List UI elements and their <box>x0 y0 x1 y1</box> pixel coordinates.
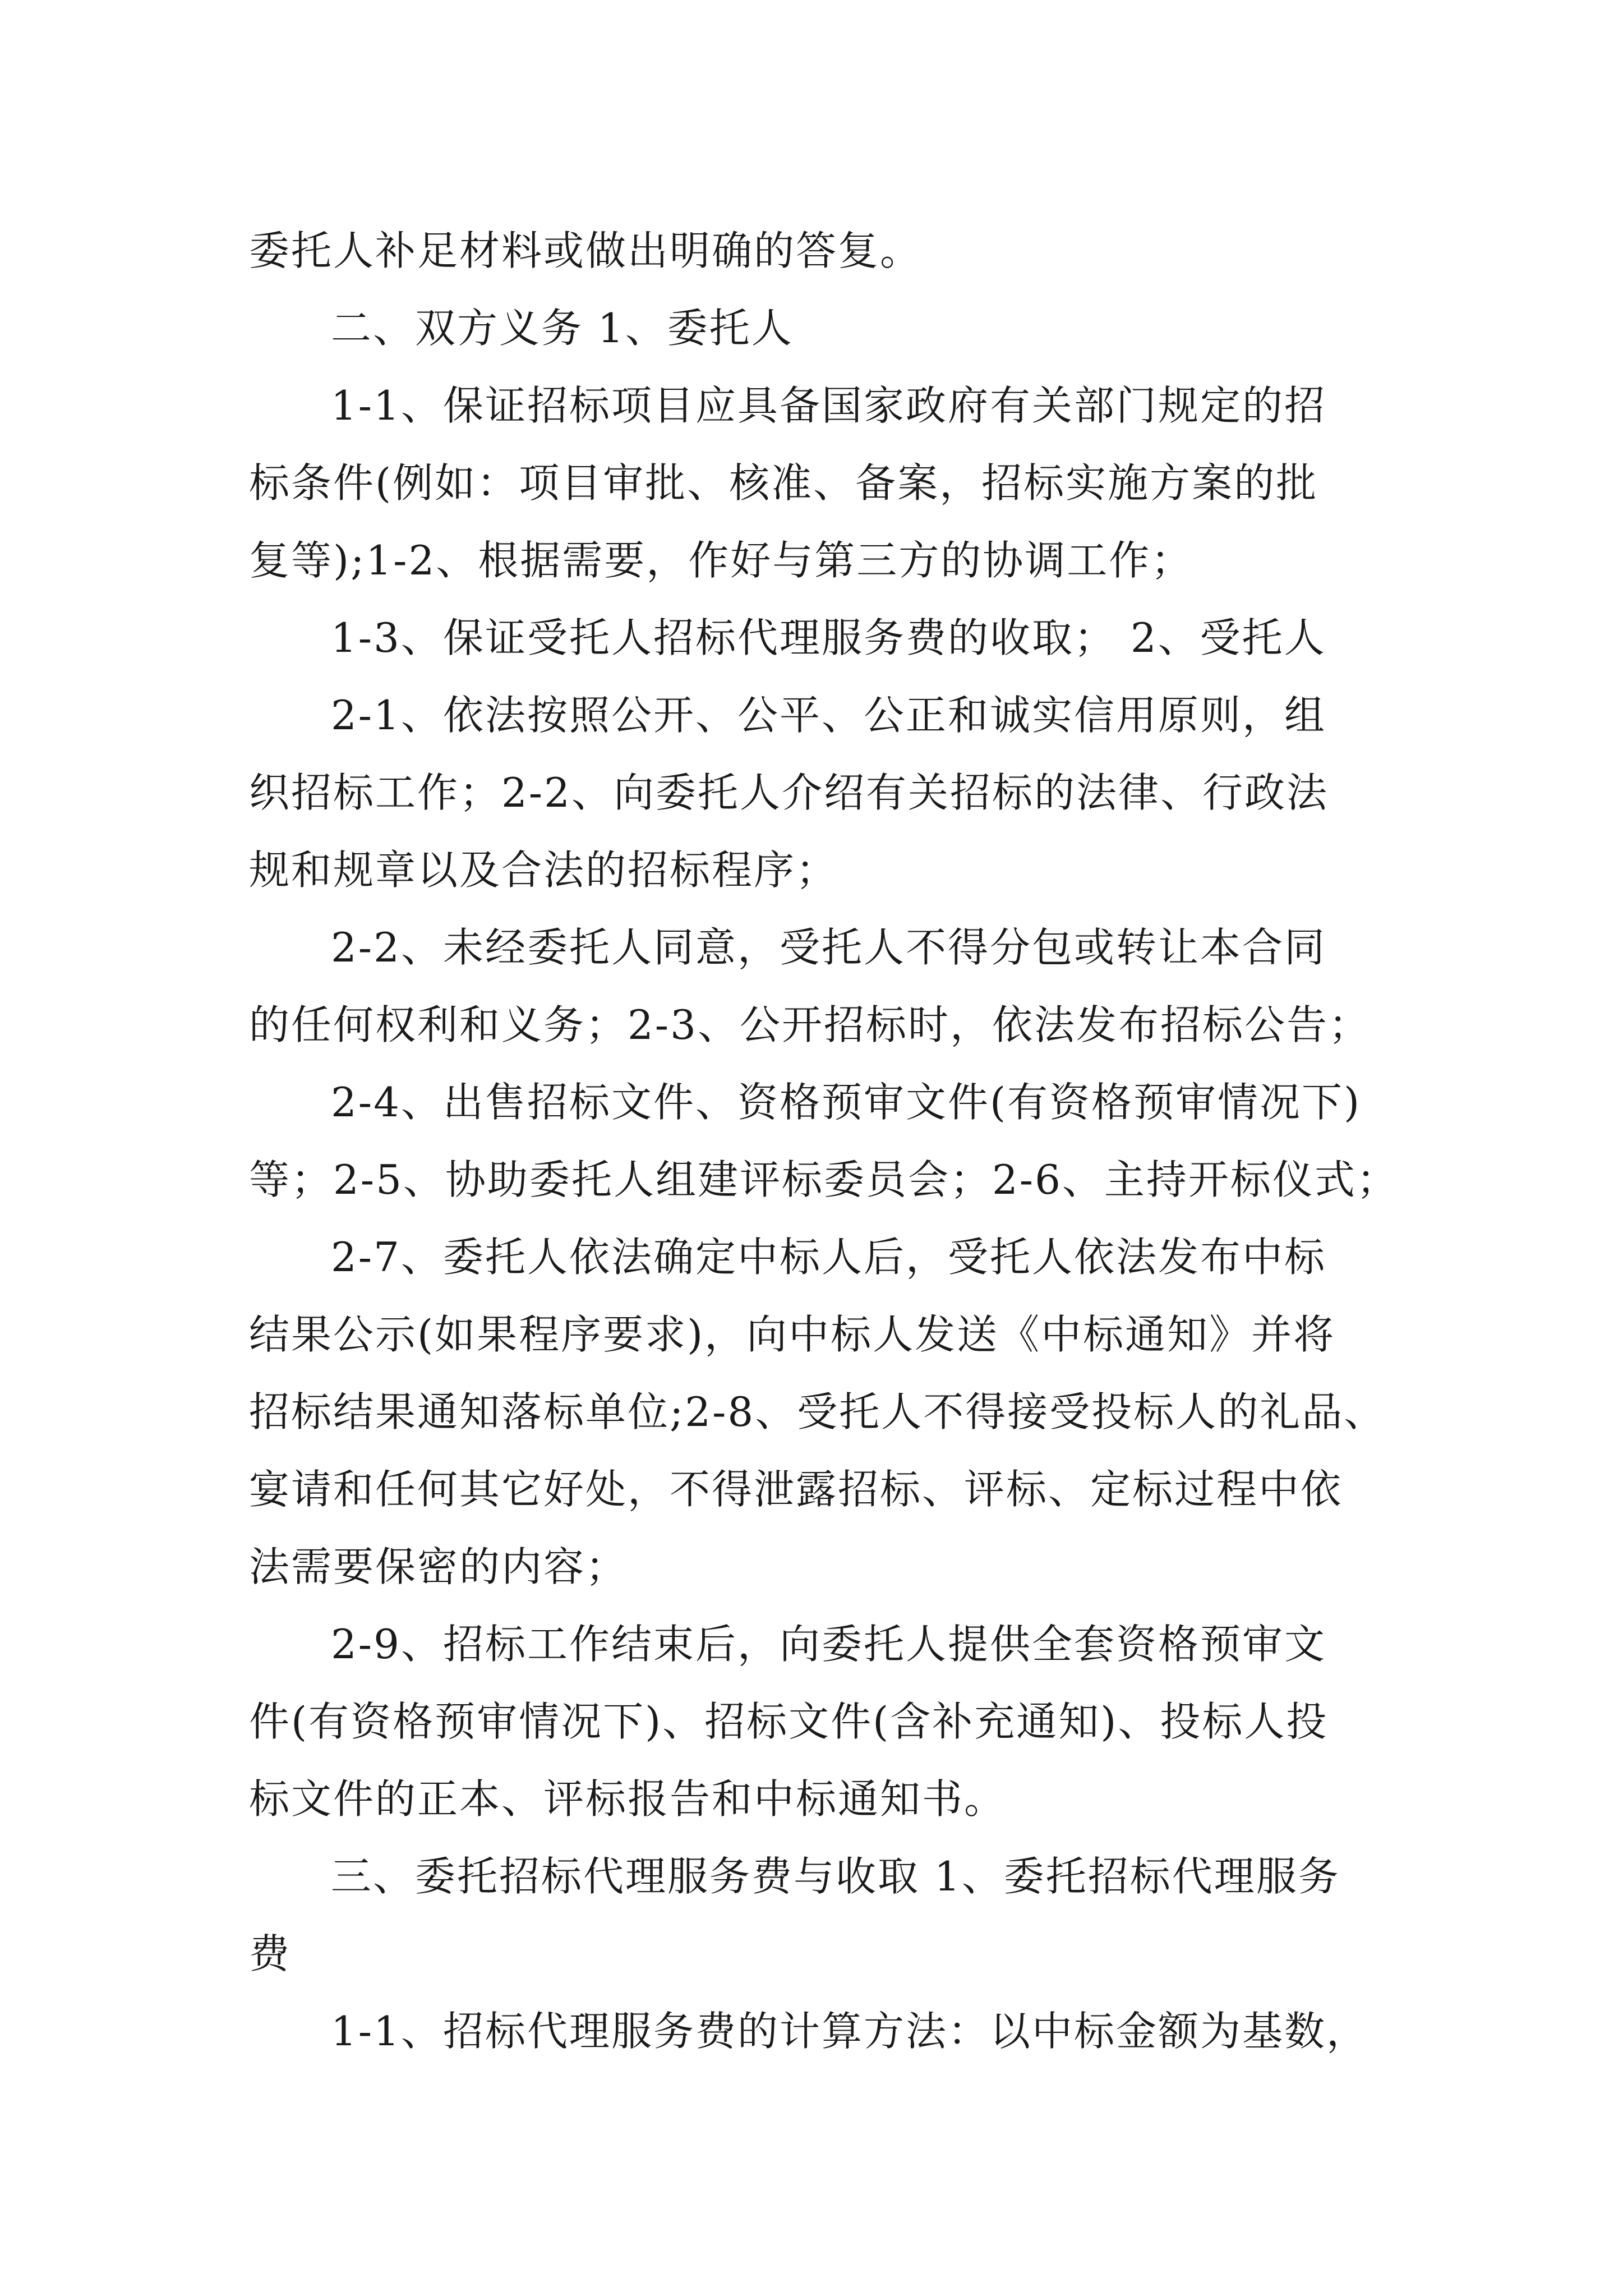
text-line: 1-1、保证招标项目应具备国家政府有关部门规定的招 <box>331 382 1326 429</box>
document-body <box>249 212 1399 2070</box>
text-line: 1-3、保证受托人招标代理服务费的收取； 2、受托人 <box>331 614 1326 661</box>
text-line: 复等);1-2、根据需要，作好与第三方的协调工作； <box>249 537 1193 584</box>
text-line: 宴请和任何其它好处，不得泄露招标、评标、定标过程中依 <box>249 1466 1343 1513</box>
section-heading-line: 三、委托招标代理服务费与收取 1、委托招标代理服务 <box>331 1853 1340 1900</box>
text-line: 2-2、未经委托人同意，受托人不得分包或转让本合同 <box>331 924 1326 971</box>
text-line: 法需要保密的内容； <box>249 1543 628 1590</box>
text-line: 结果公示(如果程序要求)，向中标人发送《中标通知》并将 <box>249 1311 1336 1358</box>
text-line: 标文件的正本、评标报告和中标通知书。 <box>249 1775 1007 1823</box>
text-line: 标条件(例如：项目审批、核准、备案，招标实施方案的批 <box>249 459 1318 507</box>
section-heading-line: 二、双方义务 1、委托人 <box>331 305 794 352</box>
text-line: 费 <box>249 1930 292 1977</box>
text-line: 2-9、招标工作结束后，向委托人提供全套资格预审文 <box>331 1621 1326 1668</box>
text-line: 件(有资格预审情况下)、招标文件(含补充通知)、投标人投 <box>249 1698 1329 1745</box>
text-line: 委托人补足材料或做出明确的答复。 <box>249 227 923 274</box>
text-line: 2-4、出售招标文件、资格预审文件(有资格预审情况下) <box>331 1079 1362 1126</box>
text-line: 等；2-5、协助委托人组建评标委员会；2-6、主持开标仪式； <box>249 1156 1399 1203</box>
text-line: 织招标工作；2-2、向委托人介绍有关招标的法律、行政法 <box>249 769 1329 816</box>
text-line: 2-7、委托人依法确定中标人后，受托人依法发布中标 <box>331 1234 1326 1281</box>
text-line: 规和规章以及合法的招标程序； <box>249 846 838 894</box>
text-line: 的任何权利和义务；2-3、公开招标时，依法发布招标公告； <box>249 1001 1371 1048</box>
text-line: 1-1、招标代理服务费的计算方法：以中标金额为基数， <box>331 2008 1368 2055</box>
text-line: 招标结果通知落标单位;2-8、受托人不得接受投标人的礼品、 <box>249 1388 1386 1435</box>
text-line: 2-1、依法按照公开、公平、公正和诚实信用原则，组 <box>331 692 1326 739</box>
